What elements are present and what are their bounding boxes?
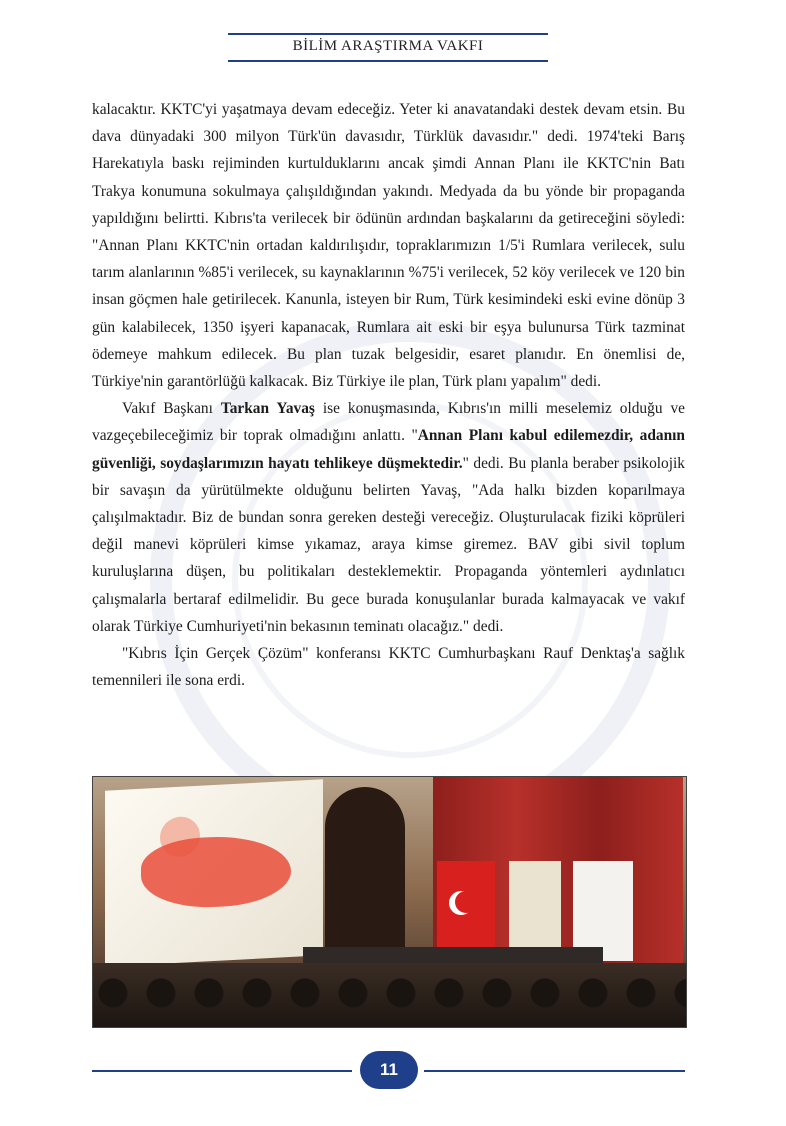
paragraph-1: kalacaktır. KKTC'yi yaşatmaya devam edeceğiz. Yeter ki anavatandaki destek devam etsin. Bu dava dünyadaki 300 milyon Türk'ün davasıdır, Türklük davasıdır." dedi. 1974'teki Barış Harekatıyla baskı rejiminden kurtulduklarını ancak şimdi Annan Planı ile KKTC'nin Batı Trakya konumuna sokulmaya çalışıldığından yakındı. Medyada da bu yönde bir propaganda yapıldığını belirtti. Kıbrıs'ta verilecek bir ödünün ardından başkalarını da getireceğini söyledi: "Annan Planı KKTC'nin ortadan kaldırılışıdır, topraklarımızın 1/5'i Rumlara verilecek, sulu tarım alanlarının %85'i verilecek, su kaynaklarının %75'i verilecek, 52 köy verilecek ve 120 bin insan göçmen hale getirilecek. Kanunla, isteyen bir Rum, Türk kesimindeki eski evine dönüp 3 gün kalabilecek, 1350 işyeri kapanacak, Rumlara ait eski bir eşya bulunursa Türk tazminat ödemeye mahkum edilecek. Bu plan tuzak belgesidir, esaret planıdır. En önemlisi de, Türkiye'nin garantörlüğü kalkacak. Biz Türkiye ile plan, Türk planı yapalım" dedi. — [92, 101, 685, 391]
arched-doorway — [325, 787, 405, 947]
header-top-rule — [228, 33, 548, 35]
bold-quote: Annan Planı kabul edilemezdir, adanın güvenliği, soydaşlarımızın hayatı tehlikeye düşmektedir. — [92, 427, 685, 472]
article-body — [92, 96, 685, 694]
conference-poster — [509, 861, 561, 961]
screen-map — [141, 833, 291, 911]
footer-rule-left — [92, 1070, 352, 1072]
trnc-flag — [573, 861, 633, 961]
header-title: BİLİM ARAŞTIRMA VAKFI — [292, 38, 484, 54]
turkish-flag — [437, 861, 495, 961]
page-number: 11 — [360, 1051, 418, 1089]
footer-rule-right — [424, 1070, 685, 1072]
speaker-name: Tarkan Yavaş — [220, 400, 315, 418]
audience — [93, 963, 686, 1027]
conference-photo — [92, 776, 687, 1028]
paragraph-2 — [92, 395, 685, 640]
projector-screen — [105, 779, 323, 966]
header-bottom-rule — [228, 60, 548, 62]
paragraph-2-part-b: ise konuşmasında, Kıbrıs'ın milli meselemiz olduğu ve vazgeçebileceğimiz bir toprak olmadığını anlattı. " — [92, 400, 685, 445]
paragraph-2-part-c: " dedi. Bu planla beraber psikolojik bir savaşın da yürütülmekte olduğunu belirten Yavaş, "Ada halkı bizden koparılmaya çalışılmaktadır. Biz de bundan sonra gereken desteği vereceğiz. Oluşturulacak fiziki köprüleri değil manevi köprüleri kimse yıkamaz, araya kimse giremez. BAV gibi sivil toplum kuruluşlarına düşen, bu politikaları desteklemektir. Propaganda yöntemleri aydınlatıcı çalışmalarla bertaraf edilmelidir. Bu gece burada konuşulanlar burada kalmayacak ve vakıf olarak Türkiye Cumhuriyeti'nin bekasının teminatı olacağız." dedi. — [92, 454, 685, 635]
paragraph-3: "Kıbrıs İçin Gerçek Çözüm" konferansı KKTC Cumhurbaşkanı Rauf Denktaş'a sağlık temennileri ile sona erdi. — [92, 645, 685, 690]
paragraph-2-part-a: Vakıf Başkanı — [122, 400, 221, 418]
